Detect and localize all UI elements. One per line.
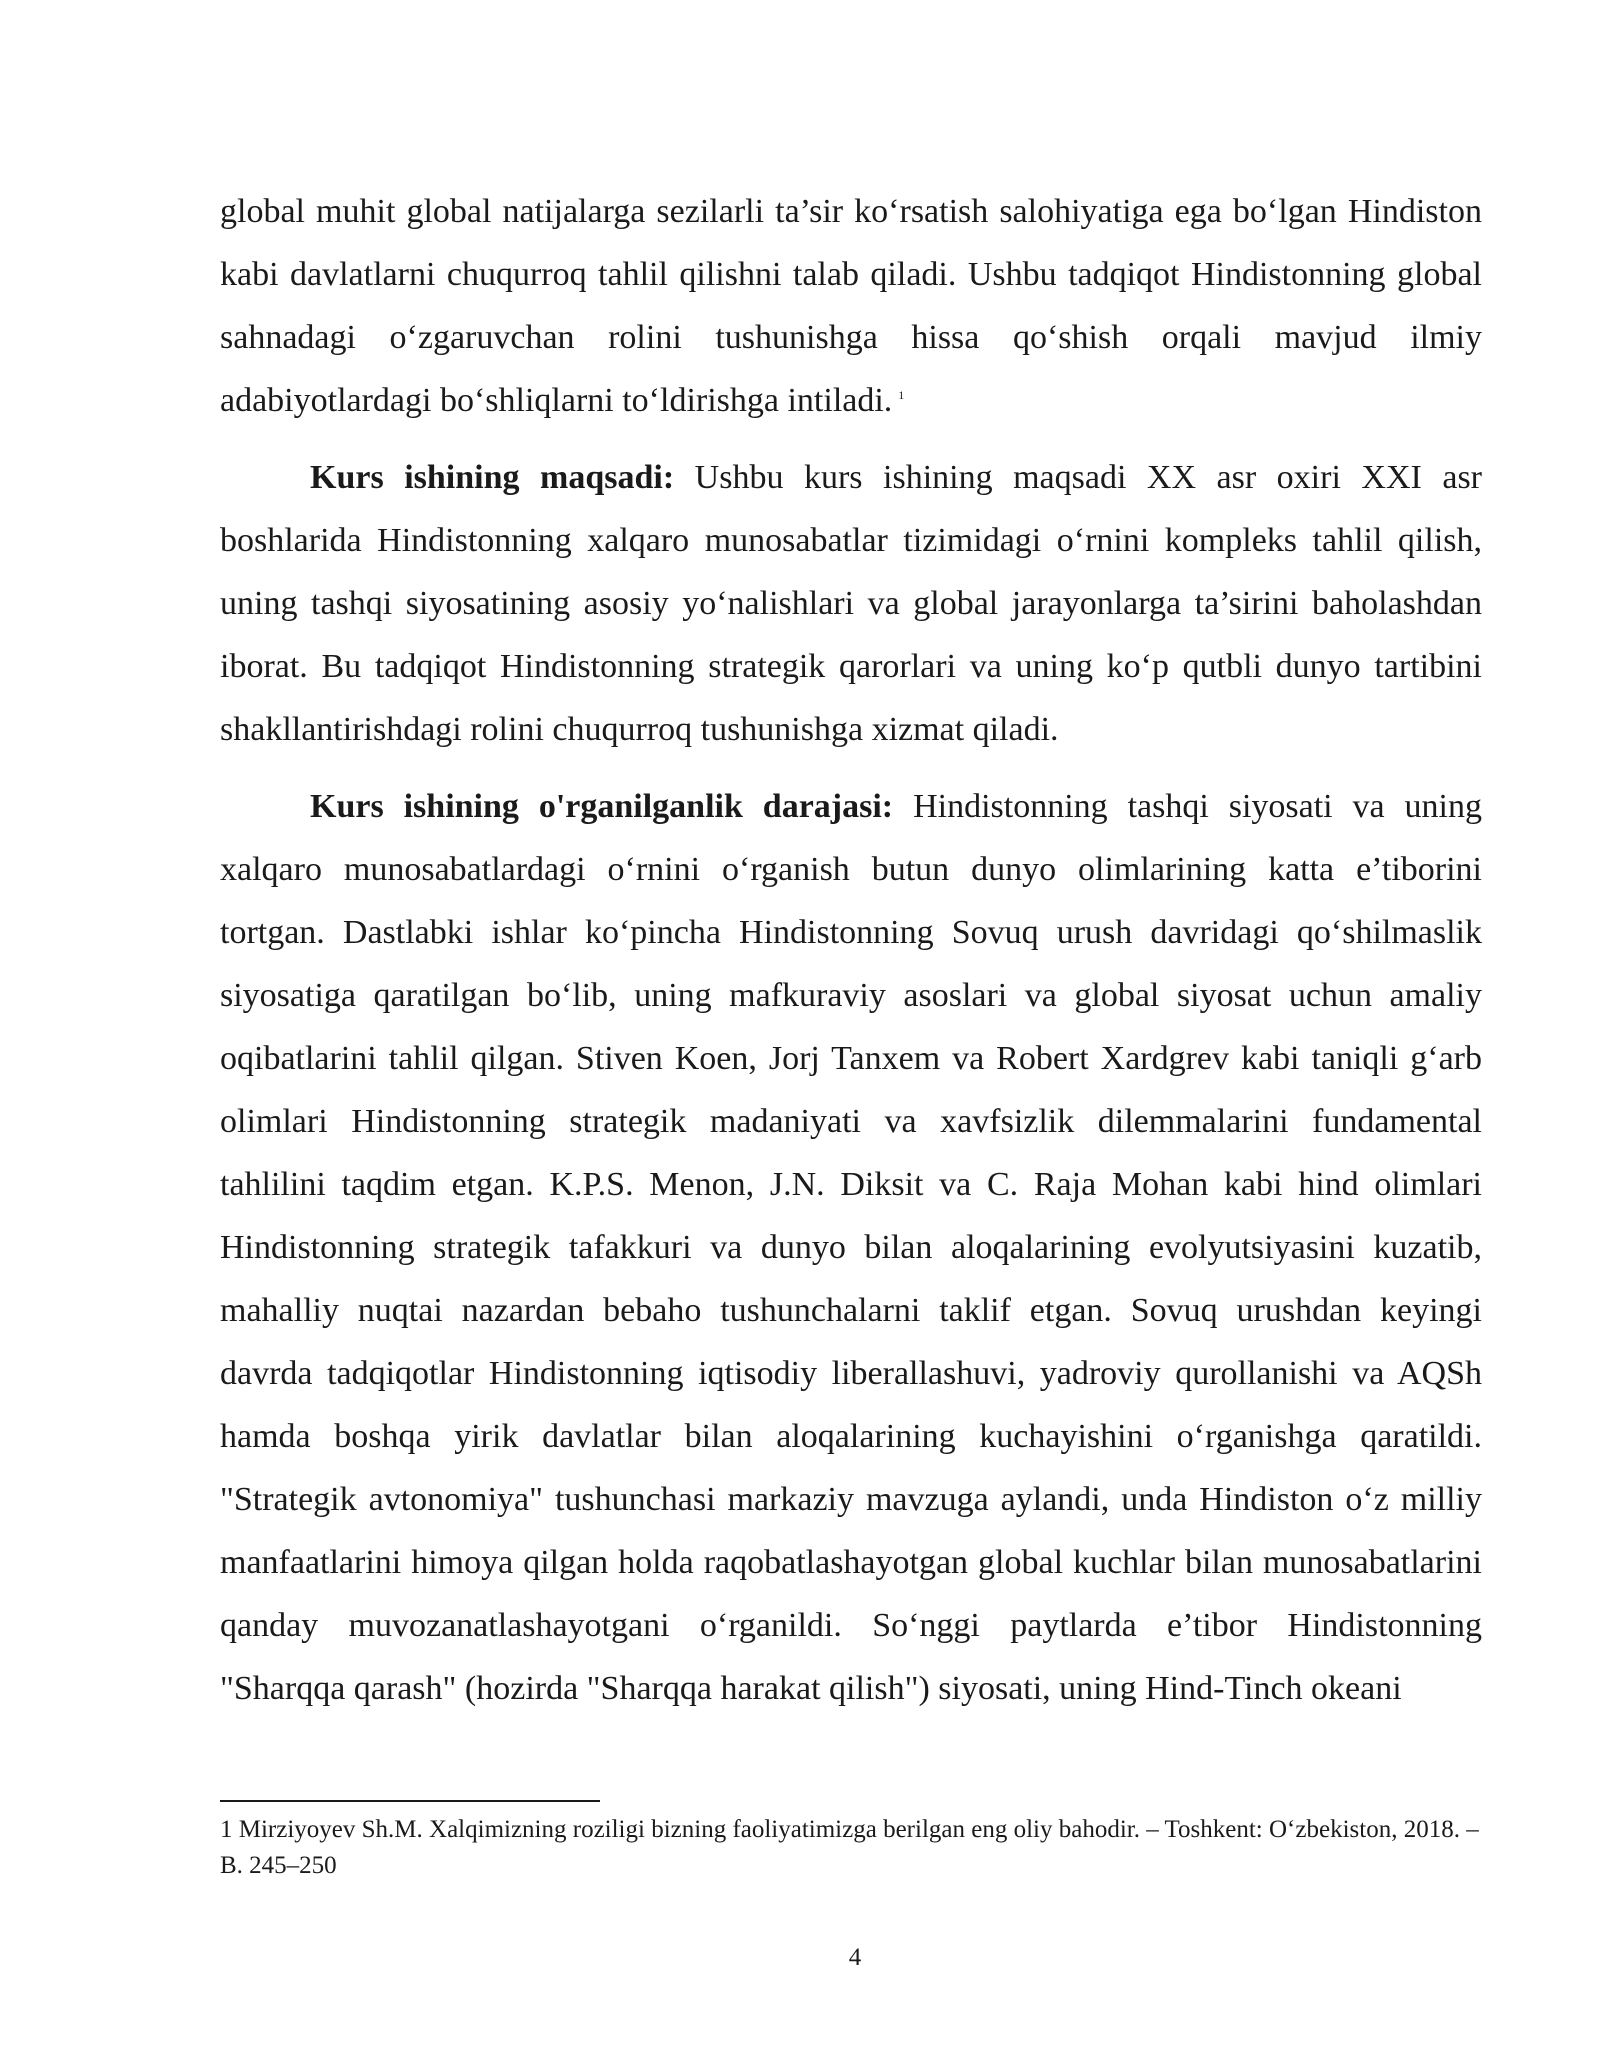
- paragraph-course-goal: [220, 446, 1482, 761]
- footnote-reference: 1: [898, 387, 905, 402]
- page-number: 4: [848, 1944, 862, 1971]
- paragraph-heading: Kurs ishining o'rganilganlik darajasi:: [310, 788, 894, 825]
- paragraph-study-level: [220, 775, 1482, 1720]
- paragraph-text: global muhit global natijalarga sezilarli ta’sir ko‘rsatish salohiyatiga ega bo‘lgan Hindiston kabi davlatlarni chuqurroq tahlil qilishni talab qiladi. Ushbu tadqiqot Hindistonning global sahnadagi o‘zgaruvchan rolini tushunishga hissa qo‘shish orqali mavjud ilmiy adabiyotlardagi bo‘shliqlarni to‘ldirishga intiladi.: [220, 193, 1482, 419]
- paragraph-heading: Kurs ishining maqsadi:: [310, 459, 675, 496]
- body-text: [220, 180, 1482, 1734]
- footnote-text: Mirziyoyev Sh.M. Xalqimizning roziligi bizning faoliyatimizga berilgan eng oliy bahodir. – Toshkent: O‘zbekiston, 2018. – B. 245–250: [220, 1816, 1479, 1879]
- paragraph-text: Ushbu kurs ishining maqsadi XX asr oxiri XXI asr boshlarida Hindistonning xalqaro munosabatlar tizimidagi o‘rnini kompleks tahlil qilish, uning tashqi siyosatining asosiy yo‘nalishlari va global jarayonlarga ta’sirini baholashdan iborat. Bu tadqiqot Hindistonning strategik qarorlari va uning ko‘p qutbli dunyo tartibini shakllantirishdagi rolini chuqurroq tushunishga xizmat qiladi.: [220, 459, 1482, 748]
- footnote: [220, 1812, 1482, 1884]
- paragraph-intro: [220, 180, 1482, 432]
- footnote-number: 1: [220, 1816, 233, 1843]
- footnote-separator: [220, 1800, 600, 1802]
- paragraph-text: Hindistonning tashqi siyosati va uning xalqaro munosabatlardagi o‘rnini o‘rganish butun dunyo olimlarining katta e’tiborini tortgan. Dastlabki ishlar ko‘pincha Hindistonning Sovuq urush davridagi qo‘shilmaslik siyosatiga qaratilgan bo‘lib, uning mafkuraviy asoslari va global siyosat uchun amaliy oqibatlarini tahlil qilgan. Stiven Koen, Jorj Tanxem va Robert Xardgrev kabi taniqli g‘arb olimlari Hindistonning strategik madaniyati va xavfsizlik dilemmalarini fundamental tahlilini taqdim etgan. K.P.S. Menon, J.N. Diksit va C. Raja Mohan kabi hind olimlari Hindistonning strategik tafakkuri va dunyo bilan aloqalarining evolyutsiyasini kuzatib, mahalliy nuqtai nazardan bebaho tushunchalarni taklif etgan. Sovuq urushdan keyingi davrda tadqiqotlar Hindistonning iqtisodiy liberallashuvi, yadroviy qurollanishi va AQSh hamda boshqa yirik davlatlar bilan aloqalarining kuchayishini o‘rganishga qaratildi. "Strategik avtonomiya" tushunchasi markaziy mavzuga aylandi, unda Hindiston o‘z milliy manfaatlarini himoya qilgan holda raqobatlashayotgan global kuchlar bilan munosabatlarini qanday muvozanatlashayotgani o‘rganildi. So‘nggi paytlarda e’tibor Hindistonning "Sharqqa qarash" (hozirda "Sharqqa harakat qilish") siyosati, uning Hind-Tinch okeani: [220, 788, 1483, 1707]
